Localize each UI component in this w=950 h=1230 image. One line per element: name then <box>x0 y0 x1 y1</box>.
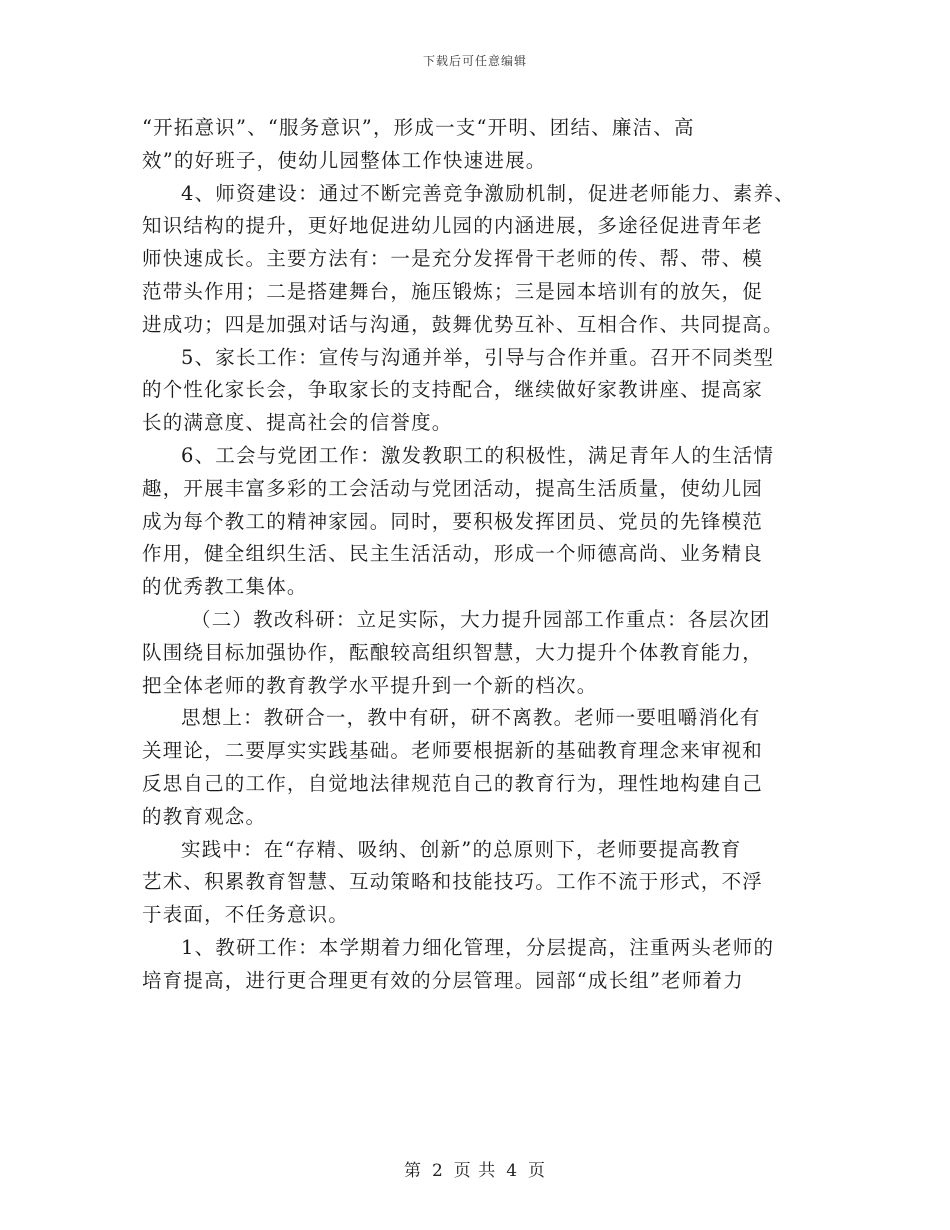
page-header: 下载后可任意编辑 <box>422 54 527 68</box>
page-number: 2 <box>431 1161 444 1181</box>
text-line: 的优秀教工集体。 <box>142 575 308 599</box>
text-line: 的个性化家长会，争取家长的支持配合，继续做好家教讲座、提高家 <box>142 378 764 402</box>
text-line: 关理论，二要厚实实践基础。老师要根据新的基础教育理念来审视和 <box>142 739 764 763</box>
document-body <box>142 112 822 998</box>
text-line: 成为每个教工的精神家园。同时，要积极发挥团员、党员的先锋模范 <box>142 509 764 533</box>
paragraph-start: 6、工会与党团工作：激发教职工的积极性，满足青年人的生活情 <box>181 443 775 467</box>
text-line: 于表面，不任务意识。 <box>142 903 350 927</box>
text-line: 效”的好班子，使幼儿园整体工作快速进展。 <box>142 148 547 172</box>
paragraph-start: 4、师资建设：通过不断完善竞争激励机制，促进老师能力、素养、 <box>181 181 795 205</box>
text-line: 长的满意度、提高社会的信誉度。 <box>142 411 453 435</box>
text-line: 反思自己的工作，自觉地法律规范自己的教育行为，理性地构建自己 <box>142 771 764 795</box>
text-line: 培育提高，进行更合理更有效的分层管理。园部“成长组”老师着力 <box>142 968 744 992</box>
text-line: 队围绕目标加强协作，酝酿较高组织智慧，大力提升个体教育能力， <box>142 640 764 664</box>
text-line: 的教育观念。 <box>142 804 267 828</box>
page-footer <box>0 1156 950 1181</box>
text-line: 作用，健全组织生活、民主生活活动，形成一个师德高尚、业务精良 <box>142 542 764 566</box>
text-line: 师快速成长。主要方法有：一是充分发挥骨干老师的传、帮、带、模 <box>142 247 764 271</box>
text-line: 趣，开展丰富多彩的工会活动与党团活动，提高生活质量，使幼儿园 <box>142 476 764 500</box>
text-line: 艺术、积累教育智慧、互动策略和技能技巧。工作不流于形式，不浮 <box>142 870 764 894</box>
section-heading-line: （二）教改科研：立足实际，大力提升园部工作重点：各层次团 <box>191 607 771 631</box>
paragraph-start: 5、家长工作：宣传与沟通并举，引导与合作并重。召开不同类型 <box>181 345 775 369</box>
text-line: 进成功；四是加强对话与沟通，鼓舞优势互补、互相合作、共同提高。 <box>142 312 784 336</box>
page-total: 4 <box>506 1161 519 1181</box>
text-line: 把全体老师的教育教学水平提升到一个新的档次。 <box>142 673 598 697</box>
text-line: “开拓意识”、“服务意识”，形成一支“开明、团结、廉洁、高 <box>142 116 695 139</box>
paragraph-start: 思想上：教研合一，教中有研，研不离教。老师一要咀嚼消化有 <box>181 706 761 730</box>
paragraph-start: 1、教研工作：本学期着力细化管理，分层提高，注重两头老师的 <box>181 935 775 959</box>
footer-prefix: 第 <box>403 1161 422 1181</box>
footer-middle: 页 共 <box>453 1161 497 1181</box>
text-line: 知识结构的提升，更好地促进幼儿园的内涵进展，多途径促进青年老 <box>142 214 764 238</box>
text-line: 范带头作用；二是搭建舞台，施压锻炼；三是园本培训有的放矢，促 <box>142 279 764 303</box>
footer-suffix: 页 <box>528 1161 547 1181</box>
paragraph-start: 实践中：在“存精、吸纳、创新”的总原则下，老师要提高教育 <box>181 837 742 861</box>
